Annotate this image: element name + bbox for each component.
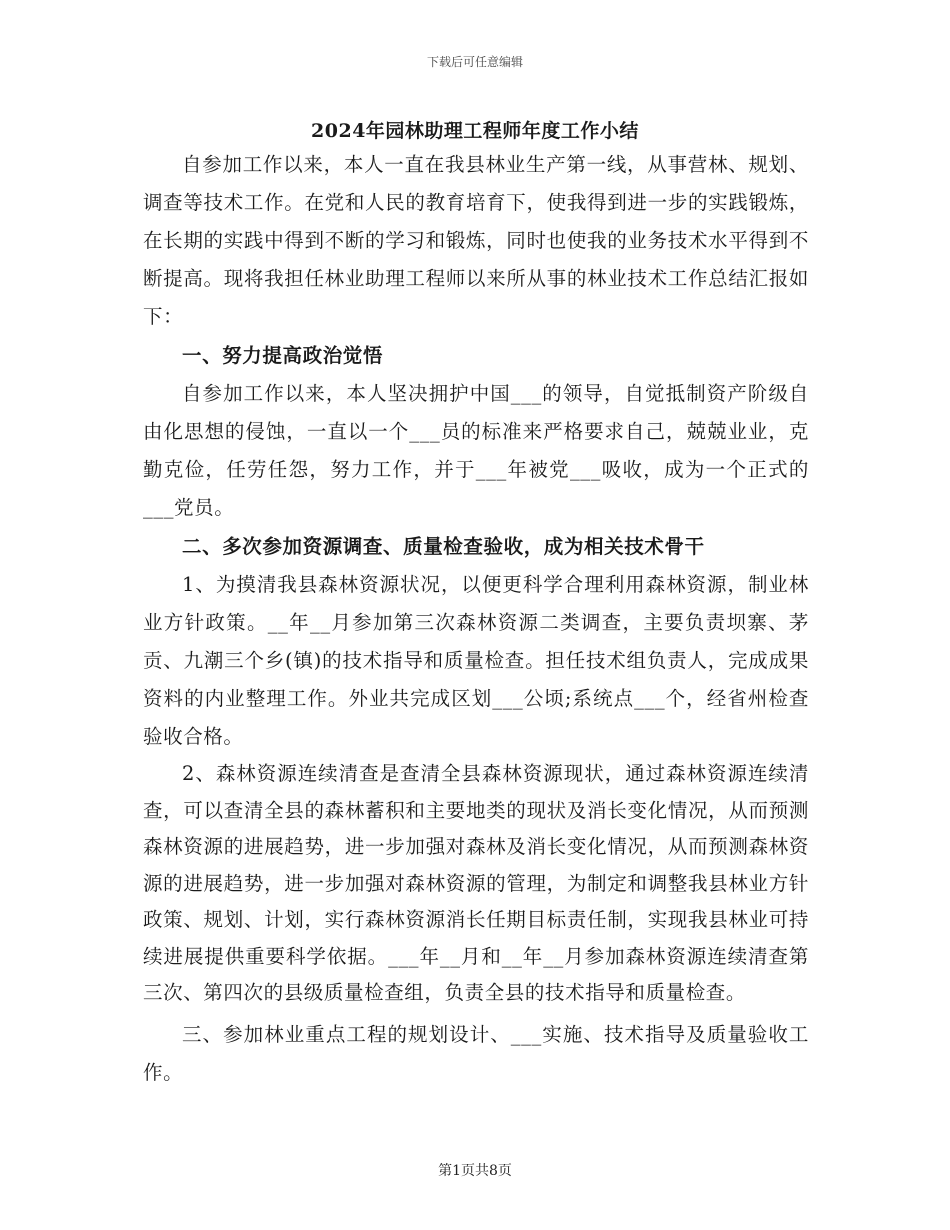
section-2-item-2: 2、森林资源连续清查是查清全县森林资源现状，通过森林资源连续清查，可以查清全县的森林蓄积和主要地类的现状及消长变化情况，从而预测森林资源的进展趋势，进一步加强对森林及消长变化情况，从而预测森林资源的进展趋势，进一步加强对森林资源的管理，为制定和调整我县林业方针政策、规划、计划，实行森林资源消长任期目标责任制，实现我县林业可持续进展提供重要科学依据。___年__月和__年__月参加森林资源连续清查第三次、第四次的县级质量检查组，负责全县的技术指导和质量检查。 bbox=[143, 762, 809, 1004]
page-number: 第1页共8页 bbox=[438, 1163, 512, 1179]
section-2-item-1: 1、为摸清我县森林资源状况，以便更科学合理利用森林资源，制业林业方针政策。__年__月参加第三次森林资源二类调查，主要负责坝寨、茅贡、九潮三个乡(镇)的技术指导和质量检查。担任技术组负责人，完成成果资料的内业整理工作。外业共完成区划___公顷;系统点___个，经省州检查验收合格。 bbox=[143, 573, 809, 748]
section-heading-1: 一、努力提高政治觉悟 bbox=[182, 344, 384, 367]
document-title: 2024年园林助理工程师年度工作小结 bbox=[311, 120, 639, 142]
header-note: 下载后可任意编辑 bbox=[426, 55, 523, 69]
section-heading-2: 二、多次参加资源调查、质量检查验收，成为相关技术骨干 bbox=[182, 535, 705, 558]
section-1-paragraph: 自参加工作以来，本人坚决拥护中国___的领导，自觉抵制资产阶级自由化思想的侵蚀，一直以一个___员的标准来严格要求自己，兢兢业业，克勤克俭，任劳任怨，努力工作，并于___年被党___吸收，成为一个正式的___党员。 bbox=[143, 382, 809, 519]
document-body bbox=[143, 146, 809, 1092]
intro-paragraph: 自参加工作以来，本人一直在我县林业生产第一线，从事营林、规划、调查等技术工作。在党和人民的教育培育下，使我得到进一步的实践锻炼，在长期的实践中得到不断的学习和锻炼，同时也使我的业务技术水平得到不断提高。现将我担任林业助理工程师以来所从事的林业技术工作总结汇报如下： bbox=[143, 153, 809, 328]
section-heading-3: 三、参加林业重点工程的规划设计、___实施、技术指导及质量验收工作。 bbox=[143, 1022, 809, 1084]
